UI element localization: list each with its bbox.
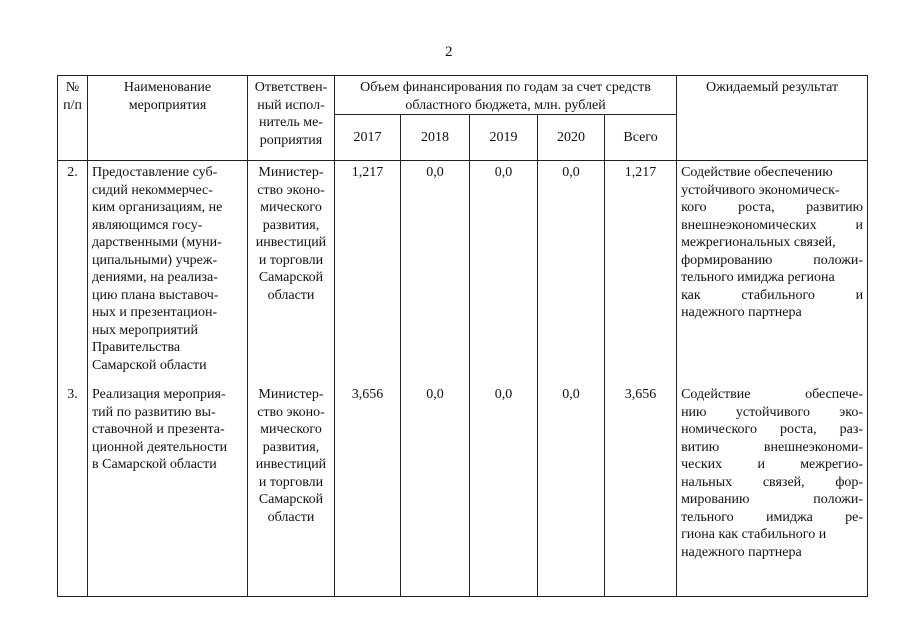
header-year-2018: 2018 [401,115,470,161]
header-name: Наименование мероприятия [88,76,248,161]
budget-table [57,75,868,597]
header-funding: Объем финансирования по годам за счет средств областного бюджета, млн. рублей [335,76,677,115]
value-2020: 0,0 [538,386,605,597]
value-total: 1,217 [605,161,677,387]
expected-result: Содействие обеспечению устойчивого экономическ- кого роста, развитию внешнеэкономических и межрегиональных связей, формированию положи- тельного имиджа региона как стабильного и надежного партнера [677,161,868,387]
value-2018: 0,0 [401,386,470,597]
header-num: № п/п [58,76,88,161]
value-2019: 0,0 [470,161,538,387]
header-result: Ожидаемый результат [677,76,868,161]
event-name: Реализация мероприя- тий по развитию вы- ставочной и презента- ционной деятельности в Самарской области [88,386,248,597]
page-number: 2 [445,44,453,60]
responsible-executor: Министер- ство эконо- мического развития, инвестиций и торговли Самарской области [248,386,335,597]
expected-result: Содействие обеспече- нию устойчивого эко- номического роста, раз- витию внешнеэкономи- ческих и межрегио- нальных связей, фор- мированию положи- тельного имиджа ре- гиона как стабильного и надежного партнера [677,386,868,597]
row-number: 3. [58,386,88,597]
value-2017: 1,217 [335,161,401,387]
table-row [58,386,868,597]
value-total: 3,656 [605,386,677,597]
responsible-executor: Министер- ство эконо- мического развития, инвестиций и торговли Самарской области [248,161,335,387]
value-2020: 0,0 [538,161,605,387]
value-2018: 0,0 [401,161,470,387]
header-year-2020: 2020 [538,115,605,161]
row-number: 2. [58,161,88,387]
table-row [58,161,868,387]
header-year-2019: 2019 [470,115,538,161]
value-2019: 0,0 [470,386,538,597]
header-responsible: Ответствен-ный испол-нитель ме-роприятия [248,76,335,161]
value-2017: 3,656 [335,386,401,597]
table-header [58,76,868,161]
header-year-2017: 2017 [335,115,401,161]
header-total: Всего [605,115,677,161]
event-name: Предоставление суб- сидий некоммерчес- ким организациям, не являющимся госу- дарственными (муни- ципальными) учреж- дениями, на реализа- цию плана выставоч- ных и презентацион- ных мероприятий Правительства Самарской области [88,161,248,387]
